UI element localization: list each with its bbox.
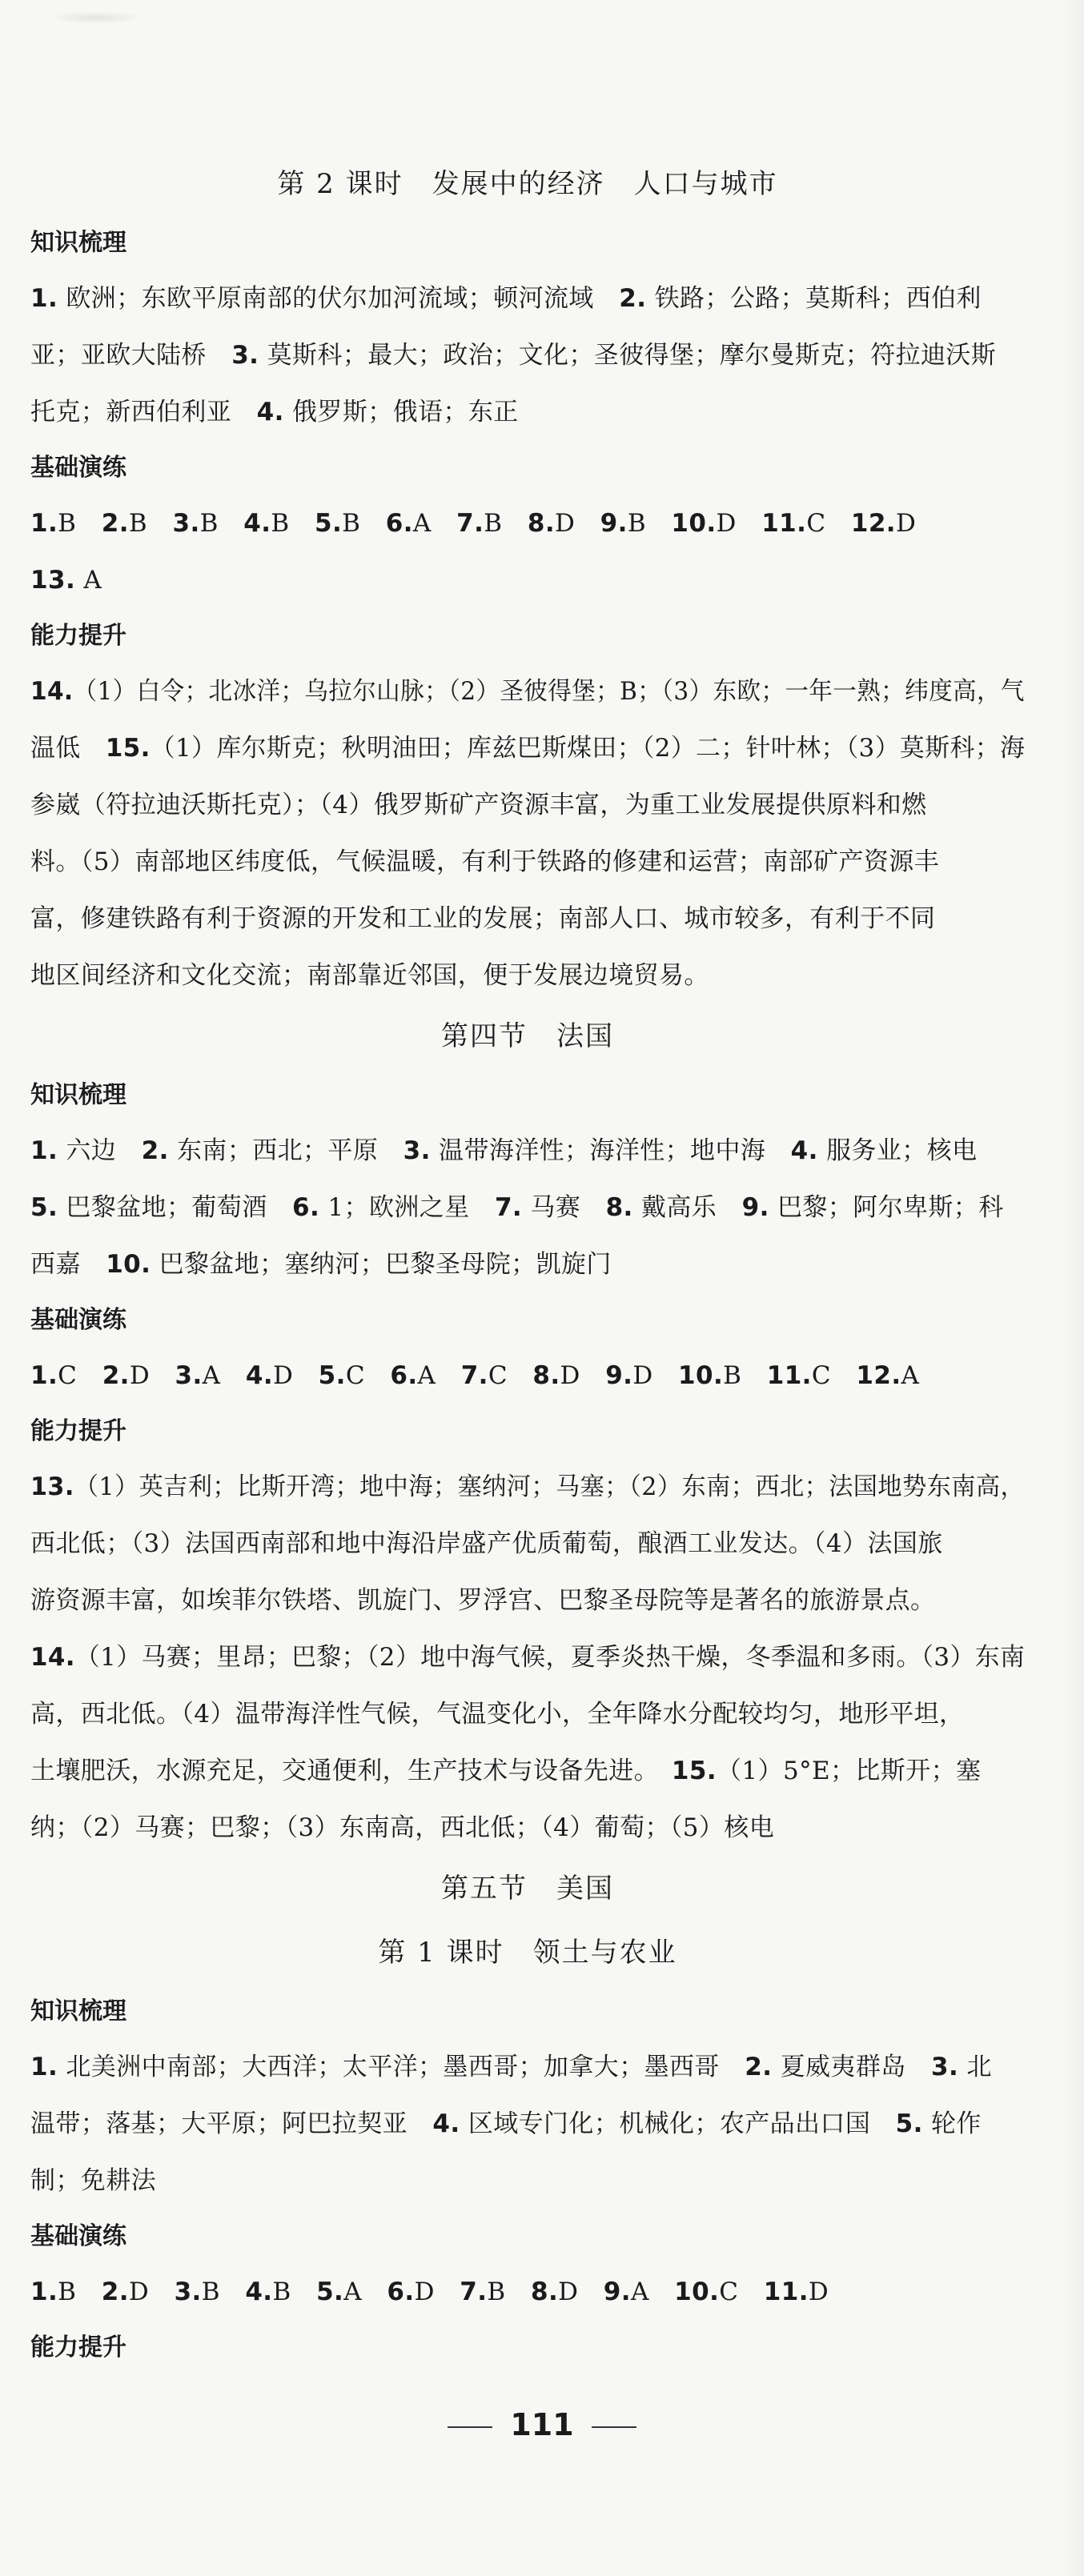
question-number: 11.: [766, 1361, 812, 1390]
question-number: 9.: [741, 1193, 769, 1222]
answer-text: A: [901, 1361, 920, 1390]
question-number: 8.: [530, 2278, 559, 2306]
answer-block: [30, 663, 1025, 1004]
subsection-label: 基础演练: [30, 454, 126, 482]
subsection-label: 知识梳理: [30, 229, 126, 257]
answer-line: [30, 1236, 1025, 1293]
answer-text: （1）白令；北冰洋；乌拉尔山脉；（2）圣彼得堡；B；（3）东欧；一年一熟；纬度高，气: [73, 677, 1025, 706]
subsection-label: 基础演练: [30, 1306, 126, 1334]
answer-text: D: [273, 1361, 319, 1390]
answer-line: [30, 1629, 1026, 1686]
answer-block: [30, 2264, 1025, 2321]
question-number: 8.: [527, 509, 555, 538]
answer-text: 西北低；（3）法国西南部和地中海沿岸盛产优质葡萄，酿酒工业发达。（4）法国旅: [30, 1529, 943, 1558]
subsection-label: 能力提升: [30, 2334, 126, 2362]
question-number: 5.: [30, 1193, 58, 1222]
answer-line: [30, 552, 1025, 609]
answer-text: 铁路；公路；莫斯科；西伯利: [646, 284, 982, 313]
question-number: 4.: [245, 1361, 273, 1390]
answer-text: C: [719, 2278, 764, 2306]
answer-line: [30, 834, 1025, 891]
answer-text: 欧洲；东欧平原南部的伏尔加河流域；顿河流域: [58, 284, 620, 313]
answer-block: [30, 495, 1025, 609]
question-number: 8.: [605, 1193, 633, 1222]
answer-line: [30, 720, 1026, 777]
answer-text: D: [414, 2278, 460, 2306]
answer-text: B: [723, 1361, 767, 1390]
question-number: 3.: [172, 509, 200, 538]
answer-text: D: [716, 509, 762, 538]
question-number: 7.: [456, 509, 484, 538]
question-number: 6.: [390, 1361, 418, 1390]
question-number: 5.: [316, 2278, 344, 2306]
section-title: 第四节 法国: [441, 1020, 614, 1052]
answer-text: A: [75, 566, 102, 595]
answer-line: [30, 1516, 1025, 1572]
answer-block: [30, 2039, 1025, 2209]
answer-line: [30, 891, 1025, 947]
page-number-left-dash: [448, 2426, 492, 2428]
question-number: 13.: [30, 566, 76, 595]
answer-text: B: [201, 2278, 246, 2306]
answer-text: 巴黎盆地；塞纳河；巴黎圣母院；凯旋门: [151, 1250, 612, 1279]
question-number: 2.: [101, 509, 129, 538]
answer-text: 夏威夷群岛: [772, 2053, 932, 2081]
answer-line: [30, 2039, 1025, 2096]
answer-text: 1；欧洲之星: [319, 1193, 495, 1222]
answer-text: 土壤肥沃，水源充足，交通便利，生产技术与设备先进。: [30, 1757, 672, 1785]
answer-text: 莫斯科；最大；政治；文化；圣彼得堡；摩尔曼斯克；符拉迪沃斯: [259, 341, 997, 370]
answer-text: 纳；（2）马赛；巴黎；（3）东南高，西北低；（4）葡萄；（5）核电: [30, 1813, 775, 1842]
page-content: [30, 152, 1025, 2375]
question-number: 1.: [30, 1361, 58, 1390]
answer-text: （1）5°E；比斯开；塞: [717, 1757, 982, 1785]
answer-line: [30, 947, 1025, 1004]
answer-block: [30, 1348, 1025, 1404]
answer-text: 马赛: [522, 1193, 606, 1222]
answer-text: 北: [958, 2053, 992, 2081]
answer-line: [30, 1459, 1026, 1516]
question-number: 2.: [101, 2278, 129, 2306]
question-number: 10.: [671, 509, 717, 538]
answer-text: B: [484, 509, 528, 538]
question-number: 6.: [292, 1193, 320, 1222]
answer-text: 料。（5）南部地区纬度低，气候温暖，有利于铁路的修建和运营；南部矿产资源丰: [30, 847, 940, 876]
answer-line: [30, 327, 1025, 384]
question-number: 12.: [856, 1361, 901, 1390]
question-number: 4.: [790, 1136, 818, 1165]
answer-text: 温带；落基；大平原；阿巴拉契亚: [30, 2109, 433, 2138]
answer-text: 西嘉: [30, 1250, 106, 1279]
answer-text: 轮作: [922, 2109, 982, 2138]
answer-text: 戴高乐: [632, 1193, 742, 1222]
question-number: 9.: [605, 1361, 633, 1390]
question-number: 8.: [532, 1361, 560, 1390]
answer-line: [30, 1348, 1025, 1404]
answer-line: [30, 1800, 1025, 1857]
answer-line: [30, 1743, 1025, 1800]
answer-text: 高，西北低。（4）温带海洋性气候，气温变化小，全年降水分配较均匀，地形平坦，: [30, 1700, 965, 1729]
adjacent-page-edge: [1060, 0, 1084, 2576]
answer-line: [30, 663, 1025, 720]
subsection-label: 知识梳理: [30, 1997, 126, 2025]
section-title: 第 1 课时 领土与农业: [378, 1937, 677, 1969]
answer-text: B: [128, 509, 173, 538]
answer-text: B: [58, 2278, 102, 2306]
question-number: 10.: [106, 1250, 151, 1279]
answer-line: [30, 1686, 1025, 1743]
answer-line: [30, 495, 1025, 552]
answer-text: B: [58, 509, 102, 538]
section-title: 第 2 课时 发展中的经济 人口与城市: [277, 168, 778, 200]
answer-text: B: [199, 509, 244, 538]
answer-text: 区域专门化；机械化；农产品出口国: [460, 2109, 896, 2138]
answer-text: A: [343, 2278, 387, 2306]
question-number: 13.: [30, 1472, 74, 1501]
question-number: 9.: [603, 2278, 631, 2306]
answer-text: （1）库尔斯克；秋明油田；库兹巴斯煤田；（2）二；针叶林；（3）莫斯科；海: [150, 734, 1026, 763]
question-number: 9.: [600, 509, 628, 538]
answer-text: （1）马赛；里昂；巴黎；（2）地中海气候，夏季炎热干燥，冬季温和多雨。（3）东南: [74, 1643, 1026, 1672]
answer-text: B: [342, 509, 386, 538]
answer-text: D: [555, 509, 600, 538]
scan-smudge: [48, 11, 144, 24]
answer-text: 托克；新西伯利亚: [30, 398, 257, 427]
answer-text: 亚；亚欧大陆桥: [30, 341, 232, 370]
question-number: 11.: [763, 2278, 809, 2306]
answer-text: 巴黎；阿尔卑斯；科: [769, 1193, 1004, 1222]
answer-text: 东南；西北；平原: [168, 1136, 403, 1165]
answer-text: B: [487, 2278, 531, 2306]
answer-text: A: [417, 1361, 461, 1390]
answer-text: D: [128, 2278, 175, 2306]
page-number-text: 111: [510, 2407, 574, 2442]
question-number: 7.: [494, 1193, 523, 1222]
answer-line: [30, 1180, 1025, 1236]
answer-text: D: [895, 509, 917, 538]
question-number: 3.: [931, 2053, 959, 2081]
answer-line: [30, 1123, 1025, 1180]
subsection-label: 能力提升: [30, 622, 126, 650]
answer-text: C: [345, 1361, 391, 1390]
answer-block: [30, 1459, 1025, 1857]
answer-line: [30, 270, 1025, 327]
answer-line: [30, 1572, 1025, 1629]
question-number: 1.: [30, 2278, 58, 2306]
answer-text: 服务业；核电: [817, 1136, 978, 1165]
answer-text: C: [811, 1361, 857, 1390]
answer-text: C: [806, 509, 851, 538]
question-number: 10.: [674, 2278, 720, 2306]
answer-line: [30, 2153, 1025, 2209]
question-number: 14.: [30, 677, 74, 706]
answer-text: C: [58, 1361, 102, 1390]
question-number: 3.: [403, 1136, 431, 1165]
question-number: 3.: [175, 1361, 203, 1390]
question-number: 5.: [318, 1361, 346, 1390]
question-number: 2.: [102, 1361, 130, 1390]
question-number: 4.: [432, 2109, 460, 2138]
answer-text: A: [202, 1361, 246, 1390]
question-number: 7.: [460, 1361, 488, 1390]
question-number: 11.: [761, 509, 807, 538]
answer-line: [30, 2096, 1025, 2153]
question-number: 1.: [30, 509, 58, 538]
question-number: 4.: [256, 398, 284, 427]
section-title: 第五节 美国: [441, 1873, 614, 1905]
answer-text: C: [488, 1361, 533, 1390]
subsection-label: 基础演练: [30, 2222, 126, 2250]
question-number: 4.: [245, 2278, 273, 2306]
answer-text: 制；免耕法: [30, 2166, 156, 2195]
question-number: 10.: [678, 1361, 724, 1390]
answer-text: B: [627, 509, 672, 538]
question-number: 3.: [231, 341, 259, 370]
question-number: 6.: [387, 2278, 415, 2306]
answer-text: B: [272, 2278, 317, 2306]
answer-text: 地区间经济和文化交流；南部靠近邻国，便于发展边境贸易。: [30, 961, 709, 990]
question-number: 15.: [671, 1757, 717, 1785]
question-number: 12.: [850, 509, 896, 538]
question-number: 5.: [315, 509, 343, 538]
question-number: 7.: [460, 2278, 488, 2306]
answer-text: D: [560, 1361, 606, 1390]
question-number: 15.: [105, 734, 151, 763]
answer-text: D: [129, 1361, 175, 1390]
answer-text: 北美洲中南部；大西洋；太平洋；墨西哥；加拿大；墨西哥: [58, 2053, 745, 2081]
answer-text: D: [808, 2278, 829, 2306]
answer-line: [30, 777, 1025, 834]
question-number: 4.: [243, 509, 271, 538]
answer-text: 温低: [30, 734, 106, 763]
question-number: 6.: [385, 509, 413, 538]
page-number: [0, 2401, 1084, 2449]
question-number: 1.: [30, 2053, 58, 2081]
question-number: 1.: [30, 1136, 58, 1165]
answer-text: 富，修建铁路有利于资源的开发和工业的发展；南部人口、城市较多，有利于不同: [30, 904, 936, 933]
answer-text: 游资源丰富，如埃菲尔铁塔、凯旋门、罗浮宫、巴黎圣母院等是著名的旅游景点。: [30, 1586, 936, 1615]
question-number: 2.: [745, 2053, 773, 2081]
question-number: 14.: [30, 1643, 75, 1672]
subsection-label: 能力提升: [30, 1417, 126, 1445]
answer-text: 俄罗斯；俄语；东正: [283, 398, 519, 427]
answer-line: [30, 2264, 1025, 2321]
question-number: 5.: [895, 2109, 923, 2138]
answer-text: A: [412, 509, 457, 538]
subsection-label: 知识梳理: [30, 1081, 126, 1109]
answer-text: D: [632, 1361, 678, 1390]
answer-block: [30, 1123, 1025, 1293]
answer-text: 巴黎盆地；葡萄酒: [58, 1193, 293, 1222]
answer-text: B: [271, 509, 315, 538]
question-number: 2.: [619, 284, 647, 313]
question-number: 1.: [30, 284, 58, 313]
answer-block: [30, 270, 1025, 441]
answer-text: D: [558, 2278, 604, 2306]
question-number: 2.: [141, 1136, 169, 1165]
answer-text: 温带海洋性；海洋性；地中海: [430, 1136, 791, 1165]
answer-text: 参崴（符拉迪沃斯托克）；（4）俄罗斯矿产资源丰富，为重工业发展提供原料和燃: [30, 791, 927, 819]
question-number: 3.: [174, 2278, 202, 2306]
page-number-right-dash: [592, 2426, 636, 2428]
answer-text: A: [630, 2278, 675, 2306]
answer-text: 六边: [58, 1136, 142, 1165]
answer-text: （1）英吉利；比斯开湾；地中海；塞纳河；马塞；（2）东南；西北；法国地势东南高，: [74, 1472, 1026, 1501]
answer-line: [30, 384, 1025, 441]
